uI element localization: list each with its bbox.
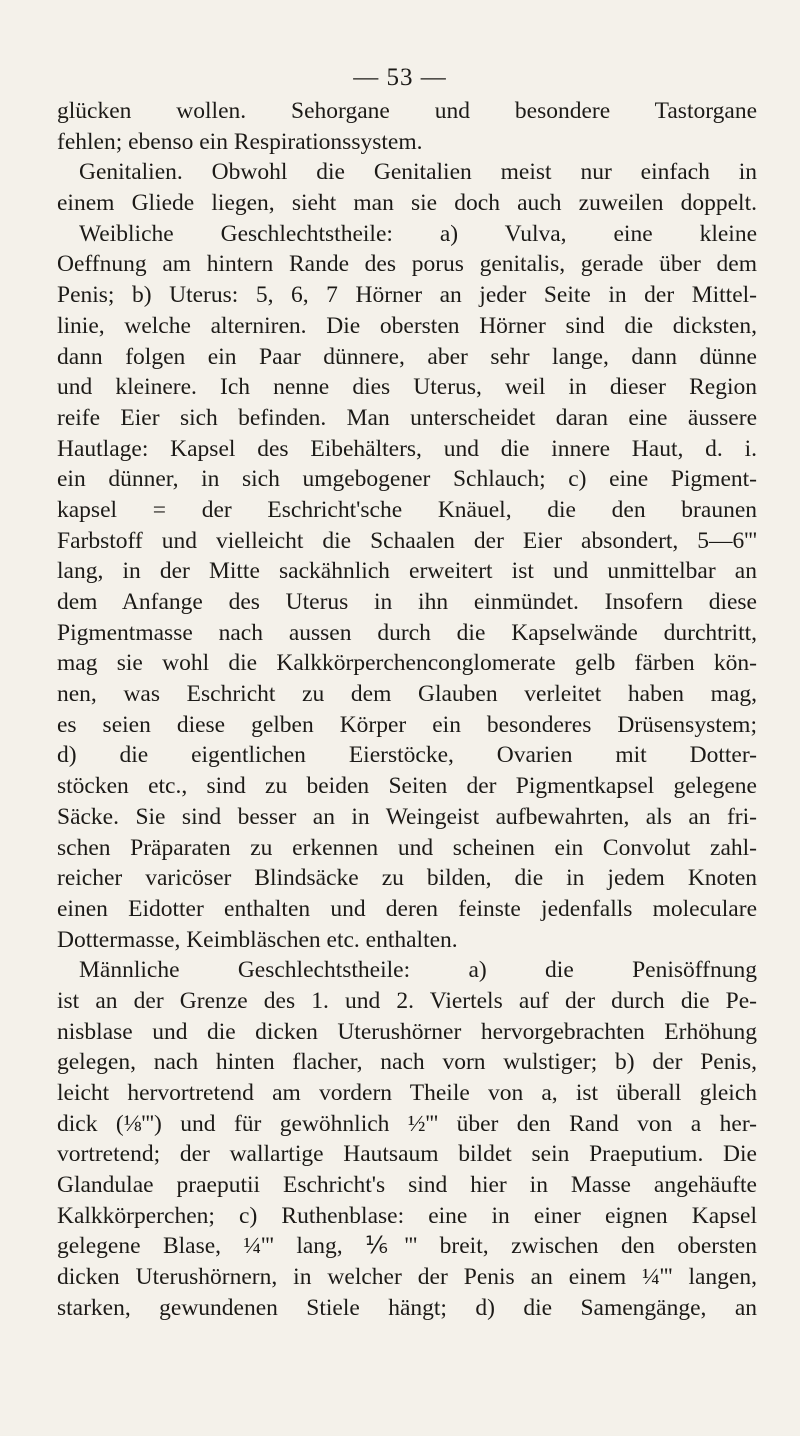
text-line: fehlen; ebenso ein Respirationssystem. [57, 128, 423, 155]
text-line: nisblase und die dicken Uterushörner hervorgebrachten Erhöhung [57, 1018, 757, 1045]
text-line: gelegene Blase, ¼''' lang, ⅙''' breit, zwischen den obersten [57, 1233, 757, 1260]
text-line: Weibliche Geschlechtstheile: a) Vulva, eine kleine [79, 220, 757, 247]
text-line: dann folgen ein Paar dünnere, aber sehr lange, dann dünne [57, 343, 757, 370]
text-line: Glandulae praeputii Eschricht's sind hier in Masse angehäufte [57, 1172, 757, 1199]
text-line: Penis; b) Uterus: 5, 6, 7 Hörner an jeder Seite in der Mittel- [57, 282, 757, 309]
text-line: linie, welche alterniren. Die obersten Hörner sind die dicksten, [57, 312, 757, 339]
text-line: gelegen, nach hinten flacher, nach vorn wulstiger; b) der Penis, [57, 1049, 757, 1076]
text-line: Säcke. Sie sind besser an in Weingeist aufbewahrten, als an fri- [57, 803, 757, 830]
text-line: dem Anfange des Uterus in ihn einmündet. Insofern diese [57, 589, 757, 615]
text-line: Männliche Geschlechtstheile: a) die Penisöffnung [79, 957, 757, 984]
text-line: Genitalien. Obwohl die Genitalien meist nur einfach in [79, 159, 757, 186]
text-line: und kleinere. Ich nenne dies Uterus, weil in dieser Region [57, 374, 757, 401]
text-line: starken, gewundenen Stiele hängt; d) die Samengänge, an [57, 1294, 757, 1321]
page-number: — 53 — [353, 64, 447, 91]
text-line: Kalkkörperchen; c) Ruthenblase: eine in einer eignen Kapsel [57, 1202, 757, 1229]
text-line: mag sie wohl die Kalkkörperchenconglomerate gelb färben kön- [57, 650, 757, 677]
text-line: dick (⅛''') und für gewöhnlich ½''' über den Rand von a her- [57, 1110, 757, 1137]
text-line: Farbstoff und vielleicht die Schaalen der Eier absondert, 5—6''' [57, 527, 757, 554]
text-line: d) die eigentlichen Eierstöcke, Ovarien mit Dotter- [57, 742, 757, 769]
text-line: Pigmentmasse nach aussen durch die Kapselwände durchtritt, [57, 619, 757, 646]
text-line: vortretend; der wallartige Hautsaum bildet sein Praeputium. Die [57, 1141, 757, 1168]
text-line: reicher varicöser Blindsäcke zu bilden, die in jedem Knoten [57, 865, 757, 892]
text-line: reife Eier sich befinden. Man unterscheidet daran eine äussere [57, 404, 757, 431]
text-line: ein dünner, in sich umgebogener Schlauch; c) eine Pigment- [57, 466, 757, 493]
text-line: es seien diese gelben Körper ein besonderes Drüsensystem; [57, 711, 757, 738]
text-line: leicht hervortretend am vordern Theile von a, ist überall gleich [57, 1080, 757, 1106]
text-line: Dottermasse, Keimbläschen etc. enthalten. [57, 926, 458, 953]
text-line: lang, in der Mitte sackähnlich erweitert ist und unmittelbar an [57, 558, 757, 585]
text-line: nen, was Eschricht zu dem Glauben verleitet haben mag, [57, 681, 757, 708]
text-line: kapsel = der Eschricht'sche Knäuel, die den braunen [57, 496, 757, 523]
text-line: glücken wollen. Sehorgane und besondere Tastorgane [57, 98, 757, 124]
text-line: einem Gliede liegen, sieht man sie doch auch zuweilen doppelt. [57, 190, 757, 217]
text-line: einen Eidotter enthalten und deren feinste jedenfalls moleculare [57, 895, 757, 922]
text-line: ist an der Grenze des 1. und 2. Viertels auf der durch die Pe- [57, 987, 757, 1014]
text-line: Oeffnung am hintern Rande des porus genitalis, gerade über dem [57, 251, 757, 278]
body-text [57, 96, 757, 1324]
text-line: stöcken etc., sind zu beiden Seiten der Pigmentkapsel gelegene [57, 773, 757, 800]
text-line: schen Präparaten zu erkennen und scheinen ein Convolut zahl- [57, 834, 757, 861]
text-line: dicken Uterushörnern, in welcher der Penis an einem ¼''' langen, [57, 1264, 757, 1291]
text-line: Hautlage: Kapsel des Eibehälters, und die innere Haut, d. i. [57, 435, 757, 462]
